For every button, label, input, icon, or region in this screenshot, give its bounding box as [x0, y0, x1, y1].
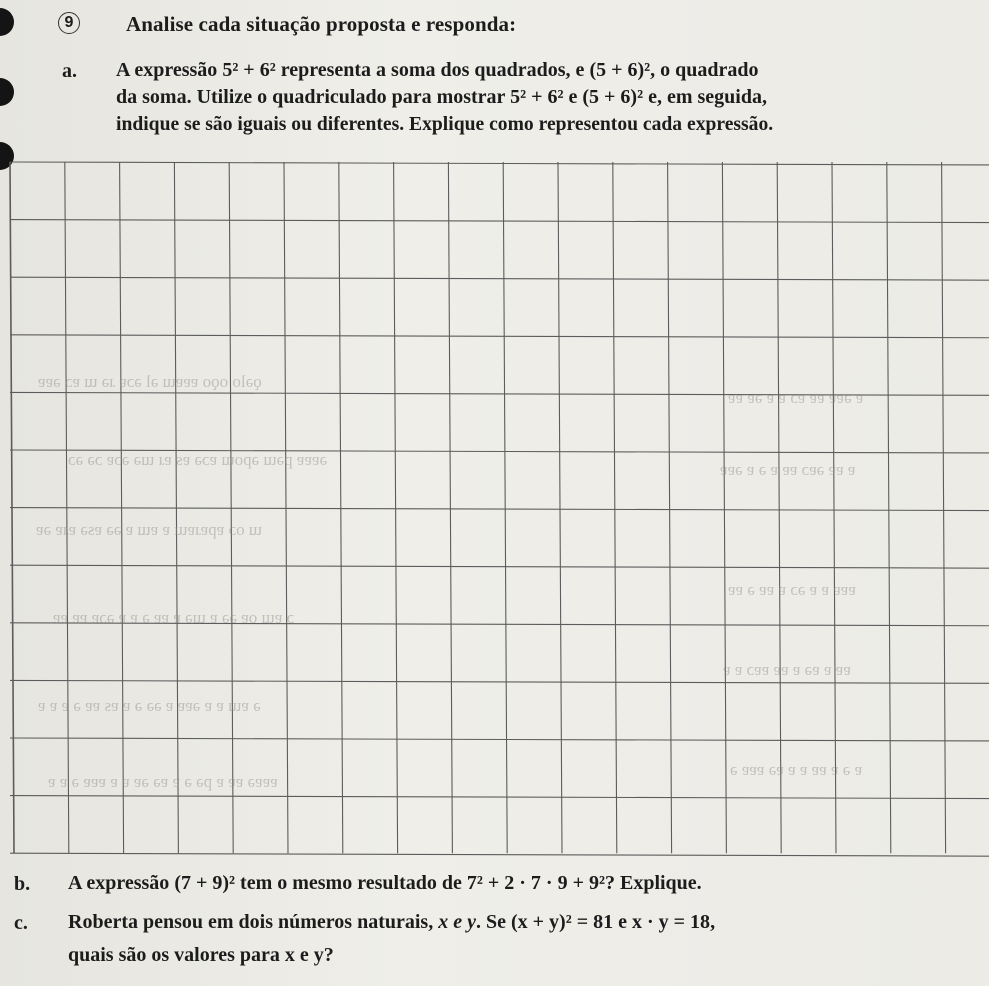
item-a-line-2: da soma. Utilize o quadriculado para mostrar 5² + 6² e (5 + 6)² e, em seguida, [116, 86, 767, 108]
grid-horizontal-line [10, 738, 989, 741]
grid-vertical-line [448, 162, 452, 853]
grid-horizontal-line [10, 565, 989, 568]
grid-vertical-line [229, 162, 233, 853]
bleed-through-text: ɐ ǝɐɐ ɐɐ ɐɔ ɐ ɐ ǝɐ ɐɐ [728, 388, 864, 407]
bleed-through-text: ɐɐɐ ɐ ɐ ǝɔ ɐ ɐɐ ǝ ɐɐ [728, 580, 856, 599]
grid-horizontal-line [10, 162, 989, 165]
item-a-line-1: A expressão 5² + 6² representa a soma dos quadrados, e (5 + 6)², o quadrado [116, 59, 759, 81]
grid-vertical-line [777, 162, 781, 853]
grid-horizontal-line [10, 853, 989, 856]
grid-vertical-line [722, 162, 726, 853]
answer-grid[interactable] [8, 160, 989, 860]
bleed-through-text: ɐɐ ɐ ɐǝ ɐ ɐɐ ɐɐɔ ɐ ɐ [723, 660, 851, 679]
bleed-through-text: ɐ ɐɐ ǝɐɔ ɐɐ ɐ ǝ ɐ ǝɐɐ [720, 460, 856, 479]
bleed-through-text: ǝɐɐɐ pǝɯ ǝpoɯ ɐɔǝ ɐs ɐɹ ɯǝ ǝɔɐ ɔǝ ǝɔ [68, 450, 328, 469]
grid-vertical-line [668, 162, 672, 853]
bleed-through-text: ɔ ɐɯ oɐ ǝǝ ɐ ɯǝ ɐ ɐɐ ǝ ɐ ɐ ǝɔɐ ɐɐ ɐɐ [53, 608, 295, 627]
question-title: Analise cada situação proposta e responda: [126, 12, 517, 36]
binder-hole [0, 78, 14, 106]
item-a-letter: a. [62, 60, 77, 82]
bleed-through-text: ɐɐɐǝ ɐɐ ɐ pǝ ǝ ɐ ɐǝ ǝɐ ɐ ɐ ɐɐɐ ǝ ɐ ɐ [48, 772, 278, 791]
grid-vertical-line [832, 162, 836, 853]
item-c-line-1: Roberta pensou em dois números naturais, x e y. Se (x + y)² = 81 e x · y = 18, [68, 911, 716, 933]
item-b-text: A expressão (7 + 9)² tem o mesmo resultado de 7² + 2 · 7 · 9 + 9²? Explique. [68, 872, 702, 894]
item-b-letter: b. [14, 873, 31, 895]
grid-vertical-line [942, 162, 946, 853]
grid-horizontal-line [10, 335, 989, 338]
grid-vertical-line [613, 162, 617, 853]
question-number: 9 [58, 12, 80, 34]
bleed-through-text: ɐ ǝ ɐ ɐɐ ɐ ɐ ɐǝ ɐɐɐ ǝ [730, 760, 863, 779]
binder-hole [0, 8, 14, 36]
grid-vertical-line [284, 162, 288, 853]
grid-horizontal-line [10, 220, 989, 223]
grid-horizontal-line [10, 277, 989, 280]
item-a-line-3: indique se são iguais ou diferentes. Explique como representou cada expressão. [116, 114, 774, 135]
grid-horizontal-line [10, 680, 989, 683]
grid-lines [8, 160, 989, 860]
grid-horizontal-line [10, 796, 989, 799]
bleed-through-text: ǫǝlo oǫo ɐɐɐɯ ǝl ǝɔɐ ɹǝ ɯ ɐɔ ǝɐɐ [38, 372, 262, 391]
grid-vertical-line [394, 162, 398, 853]
item-c-letter: c. [14, 912, 28, 934]
grid-horizontal-line [10, 508, 989, 511]
bleed-through-text: ɯ oɔ ɐpɐɹɐɯ ɐ ɐɯ ɐ ǝǝ ɐsǝ ɐɹɐ ǝɐ [36, 520, 263, 539]
item-c-line-2: quais são os valores para x e y? [68, 944, 334, 966]
grid-vertical-line [887, 162, 891, 853]
grid-vertical-line [558, 162, 562, 853]
bleed-through-text: ǝ ɐɯ ɐ ɐ ǝɐɐ ɐ ǝǝ ǝ ɐ ɐs ɐɐ ǝ ɐ ɐ ɐ [38, 696, 261, 715]
grid-vertical-line [503, 162, 507, 853]
grid-vertical-line [339, 162, 343, 853]
